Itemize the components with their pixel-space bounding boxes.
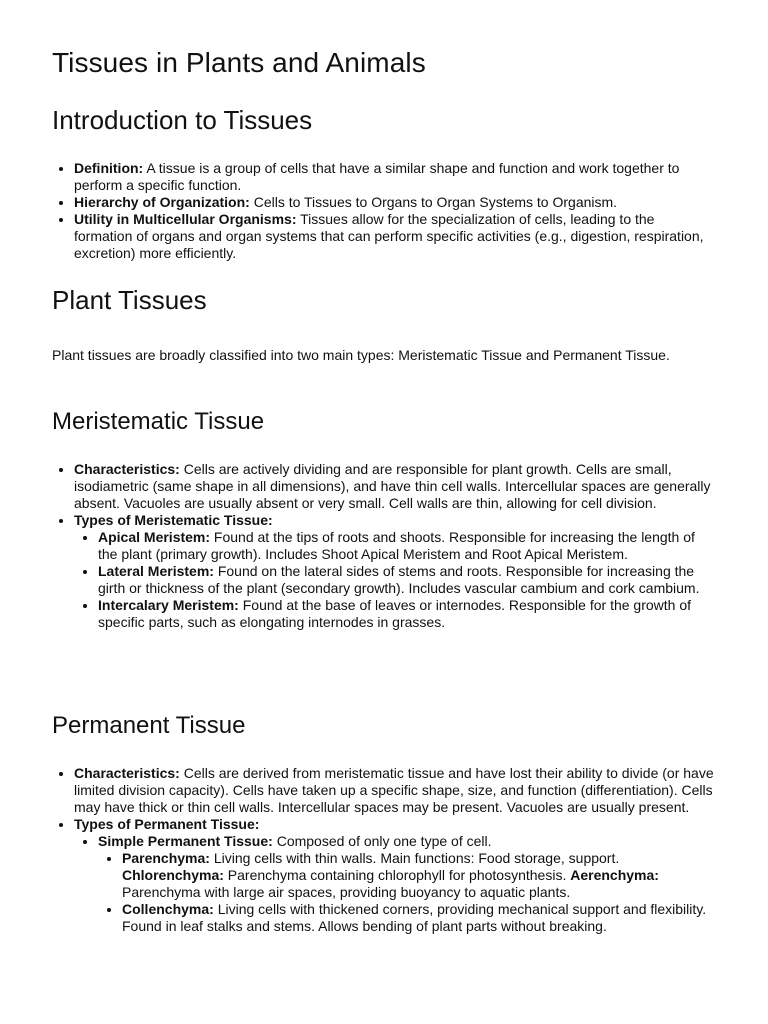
term-definition: Definition: (74, 160, 144, 176)
text-utility: Tissues allow for the specialization of cells, leading to the formation of organs and organ systems that can perform specific activities (e.g., digestion, respiration, excretion) more efficiently. (74, 211, 704, 261)
term-permanent-characteristics: Characteristics: (74, 765, 180, 781)
text-intercalary-meristem: Found at the base of leaves or internodes. Responsible for the growth of specific parts, such as elongating internodes in grasses. (98, 597, 692, 630)
list-item-permanent-characteristics (74, 765, 716, 816)
text-collenchyma: Living cells with thickened corners, providing mechanical support and flexibility. Found in leaf stalks and stems. Allows bending of plant parts without breaking. (122, 901, 707, 934)
term-intercalary-meristem: Intercalary Meristem: (98, 597, 239, 613)
meristematic-list (52, 461, 716, 631)
text-chlorenchyma: Parenchyma containing chlorophyll for photosynthesis. (223, 867, 571, 883)
plant-tissues-paragraph: Plant tissues are broadly classified into two main types: Meristematic Tissue and Permanent Tissue. (52, 347, 670, 363)
list-item-hierarchy (74, 194, 716, 211)
heading-plant-tissues: Plant Tissues (52, 285, 207, 315)
list-item-parenchyma (122, 850, 716, 901)
term-chlorenchyma: Chlorenchyma: (122, 867, 224, 883)
text-lateral-meristem: Found on the lateral sides of stems and roots. Responsible for increasing the girth or thickness of the plant (secondary growth). Includes vascular cambium and cork cambium. (98, 563, 700, 596)
heading-introduction: Introduction to Tissues (52, 105, 313, 135)
list-item-intercalary-meristem (98, 597, 716, 631)
list-item-definition (74, 160, 716, 194)
text-permanent-characteristics: Cells are derived from meristematic tissue and have lost their ability to divide (or have limited division capacity). Cells have taken up a specific shape, size, and function (differentiation). Cells may have thick or thin cell walls. Intercellular spaces may be present. Vacuoles are usually present. (74, 765, 714, 815)
term-parenchyma: Parenchyma: (122, 850, 210, 866)
term-characteristics: Characteristics: (74, 461, 180, 477)
heading-meristematic-tissue: Meristematic Tissue (52, 408, 265, 435)
term-aerenchyma: Aerenchyma: (570, 867, 659, 883)
list-item-collenchyma (122, 901, 716, 935)
text-definition: A tissue is a group of cells that have a similar shape and function and work together to perform a specific function. (74, 160, 680, 193)
term-collenchyma: Collenchyma: (122, 901, 214, 917)
text-parenchyma: Living cells with thin walls. Main functions: Food storage, support. (209, 850, 620, 866)
meristematic-types-list (74, 529, 716, 631)
meristematic-section (52, 461, 716, 631)
text-aerenchyma: Parenchyma with large air spaces, providing buoyancy to aquatic plants. (122, 884, 571, 900)
introduction-list (52, 160, 716, 262)
text-characteristics: Cells are actively dividing and are responsible for plant growth. Cells are small, isodiametric (same shape in all dimensions), and have thin cell walls. Intercellular spaces are generally absent. Vacuoles are usually absent or very small. Cell walls are thin, allowing for cell division. (74, 461, 711, 511)
plant-tissues-section (52, 347, 716, 364)
page-title: Tissues in Plants and Animals (52, 47, 426, 78)
list-item-utility (74, 211, 716, 262)
heading-permanent-tissue: Permanent Tissue (52, 712, 246, 739)
list-item-simple-permanent (98, 833, 716, 935)
list-item-meristematic-types (74, 512, 716, 631)
term-utility: Utility in Multicellular Organisms: (74, 211, 297, 227)
permanent-types-list (74, 833, 716, 935)
list-item-permanent-types (74, 816, 716, 935)
list-item-lateral-meristem (98, 563, 716, 597)
list-item-meristematic-characteristics (74, 461, 716, 512)
text-hierarchy: Cells to Tissues to Organs to Organ Systems to Organism. (249, 194, 618, 210)
permanent-list (52, 765, 716, 935)
term-lateral-meristem: Lateral Meristem: (98, 563, 214, 579)
term-types-permanent: Types of Permanent Tissue: (74, 816, 260, 832)
term-simple-permanent: Simple Permanent Tissue: (98, 833, 273, 849)
term-types-meristematic: Types of Meristematic Tissue: (74, 512, 273, 528)
text-apical-meristem: Found at the tips of roots and shoots. Responsible for increasing the length of the plant (primary growth). Includes Shoot Apical Meristem and Root Apical Meristem. (98, 529, 695, 562)
permanent-section (52, 765, 716, 935)
term-hierarchy: Hierarchy of Organization: (74, 194, 250, 210)
term-apical-meristem: Apical Meristem: (98, 529, 211, 545)
introduction-section (52, 160, 716, 262)
text-simple-permanent: Composed of only one type of cell. (272, 833, 492, 849)
simple-permanent-list (98, 850, 716, 935)
list-item-apical-meristem (98, 529, 716, 563)
